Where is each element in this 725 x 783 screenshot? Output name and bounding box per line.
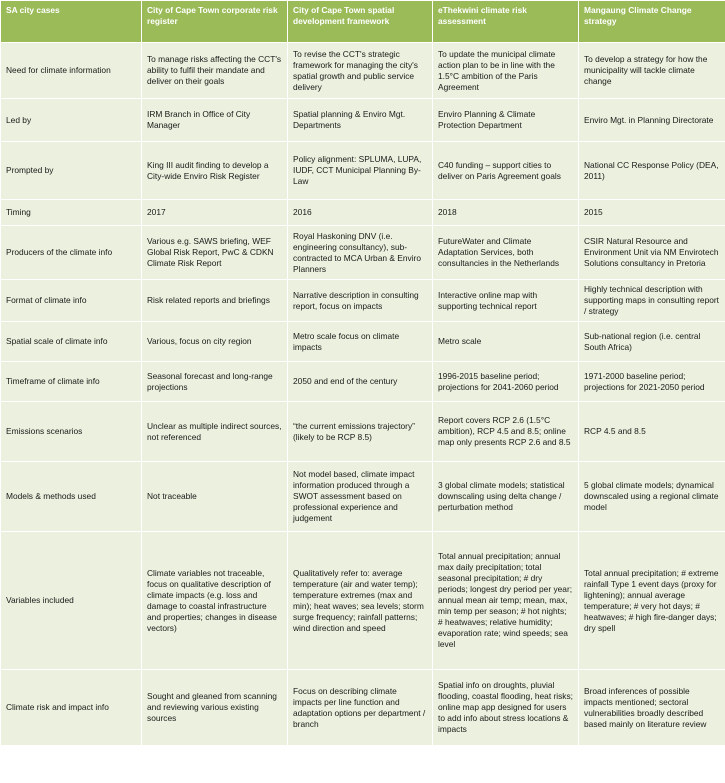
table-cell: Narrative description in consulting report, focus on impacts: [288, 280, 433, 322]
table-cell: 2015: [579, 200, 725, 226]
row-label: Producers of the climate info: [1, 226, 142, 280]
table-cell: To develop a strategy for how the municipality will tackle climate change: [579, 43, 725, 99]
table-row: [1, 322, 725, 362]
table-cell: Spatial planning & Enviro Mgt. Departments: [288, 99, 433, 142]
table-cell: Sub-national region (i.e. central South Africa): [579, 322, 725, 362]
header-cell: eThekwini climate risk assessment: [433, 1, 579, 43]
table-row: [1, 402, 725, 462]
table-cell: C40 funding – support cities to deliver on Paris Agreement goals: [433, 142, 579, 200]
table-cell: Focus on describing climate impacts per line function and adaptation options per department / branch: [288, 670, 433, 746]
row-label: Climate risk and impact info: [1, 670, 142, 746]
table-cell: Risk related reports and briefings: [142, 280, 288, 322]
table-cell: Spatial info on droughts, pluvial flooding, coastal flooding, heat risks; online map app designed for users to add info about stress locations & impacts: [433, 670, 579, 746]
table-cell: Report covers RCP 2.6 (1.5°C ambition), RCP 4.5 and 8.5; online map only presents RCP 2.6 and 8.5: [433, 402, 579, 462]
table-cell: FutureWater and Climate Adaptation Services, both consultancies in the Netherlands: [433, 226, 579, 280]
table-cell: Interactive online map with supporting technical report: [433, 280, 579, 322]
row-label: Need for climate information: [1, 43, 142, 99]
table-cell: Royal Haskoning DNV (i.e. engineering consultancy), sub-contracted to MCA Urban & Enviro Planners: [288, 226, 433, 280]
table-cell: 1971-2000 baseline period; projections for 2021-2050 period: [579, 362, 725, 402]
table-cell: Climate variables not traceable, focus on qualitative description of climate impacts (e.g. loss and damage to coastal infrastructure and properties; changes in disease vectors): [142, 532, 288, 670]
table-row: [1, 362, 725, 402]
table-cell: Not model based, climate impact information produced through a SWOT assessment based on professional experience and judgement: [288, 462, 433, 532]
table-row: [1, 280, 725, 322]
row-label: Prompted by: [1, 142, 142, 200]
table-cell: King III audit finding to develop a City-wide Enviro Risk Register: [142, 142, 288, 200]
header-row: [1, 1, 725, 43]
row-label: Models & methods used: [1, 462, 142, 532]
table-row: [1, 462, 725, 532]
table-cell: National CC Response Policy (DEA, 2011): [579, 142, 725, 200]
table-cell: IRM Branch in Office of City Manager: [142, 99, 288, 142]
header-cell: Mangaung Climate Change strategy: [579, 1, 725, 43]
table-row: [1, 99, 725, 142]
table-cell: Total annual precipitation; annual max daily precipitation; total seasonal precipitation; # dry periods; longest dry period per year; annual mean air temp; mean, max, min temp per season; # hot nights; # heatwaves; relative humidity; evaporation rate; wind speeds; sea level: [433, 532, 579, 670]
table-row: [1, 142, 725, 200]
table-cell: Total annual precipitation; # extreme rainfall Type 1 event days (proxy for lightening); annual average temperature; # very hot days; # heatwaves; # high fire-danger days; dry spell: [579, 532, 725, 670]
table-cell: Metro scale: [433, 322, 579, 362]
row-label: Format of climate info: [1, 280, 142, 322]
table-cell: 2018: [433, 200, 579, 226]
header-cell: SA city cases: [1, 1, 142, 43]
table-row: [1, 532, 725, 670]
table-row: [1, 43, 725, 99]
table-cell: To update the municipal climate action plan to be in line with the 1.5°C ambition of the Paris Agreement: [433, 43, 579, 99]
table-cell: Unclear as multiple indirect sources, not referenced: [142, 402, 288, 462]
table-cell: Qualitatively refer to: average temperature (air and water temp); temperature extremes (max and min); heat waves; sea levels; storm surge frequency; rainfall patterns; wind direction and speed: [288, 532, 433, 670]
table-cell: CSIR Natural Resource and Environment Unit via NM Envirotech Solutions consultancy in Pretoria: [579, 226, 725, 280]
table-cell: RCP 4.5 and 8.5: [579, 402, 725, 462]
row-label: Variables included: [1, 532, 142, 670]
table-row: [1, 670, 725, 746]
table-cell: Broad inferences of possible impacts mentioned; sectoral vulnerabilities broadly described based mainly on literature review: [579, 670, 725, 746]
table-cell: Enviro Mgt. in Planning Directorate: [579, 99, 725, 142]
table-row: [1, 200, 725, 226]
row-label: Led by: [1, 99, 142, 142]
table-cell: 2050 and end of the century: [288, 362, 433, 402]
row-label: Timeframe of climate info: [1, 362, 142, 402]
table-cell: Metro scale focus on climate impacts: [288, 322, 433, 362]
header-cell: City of Cape Town corporate risk register: [142, 1, 288, 43]
header-cell: City of Cape Town spatial development framework: [288, 1, 433, 43]
table-cell: Enviro Planning & Climate Protection Department: [433, 99, 579, 142]
table-cell: 5 global climate models; dynamical downscaled using a regional climate model: [579, 462, 725, 532]
table-row: [1, 226, 725, 280]
table-cell: “the current emissions trajectory” (likely to be RCP 8.5): [288, 402, 433, 462]
table-cell: 1996-2015 baseline period; projections for 2041-2060 period: [433, 362, 579, 402]
table-cell: Various, focus on city region: [142, 322, 288, 362]
table-cell: To manage risks affecting the CCT's ability to fulfil their mandate and deliver on their goals: [142, 43, 288, 99]
table-cell: Various e.g. SAWS briefing, WEF Global Risk Report, PwC & CDKN Climate Risk Report: [142, 226, 288, 280]
row-label: Spatial scale of climate info: [1, 322, 142, 362]
table-cell: Not traceable: [142, 462, 288, 532]
table-cell: 2016: [288, 200, 433, 226]
table-cell: Seasonal forecast and long-range projections: [142, 362, 288, 402]
table-cell: 3 global climate models; statistical downscaling using delta change / perturbation method: [433, 462, 579, 532]
table-cell: Highly technical description with supporting maps in consulting report / strategy: [579, 280, 725, 322]
table-cell: Sought and gleaned from scanning and reviewing various existing sources: [142, 670, 288, 746]
table-cell: 2017: [142, 200, 288, 226]
row-label: Timing: [1, 200, 142, 226]
row-label: Emissions scenarios: [1, 402, 142, 462]
table-cell: To revise the CCT's strategic framework for managing the city's spatial growth and public service delivery: [288, 43, 433, 99]
table-cell: Policy alignment: SPLUMA, LUPA, IUDF, CCT Municipal Planning By-Law: [288, 142, 433, 200]
